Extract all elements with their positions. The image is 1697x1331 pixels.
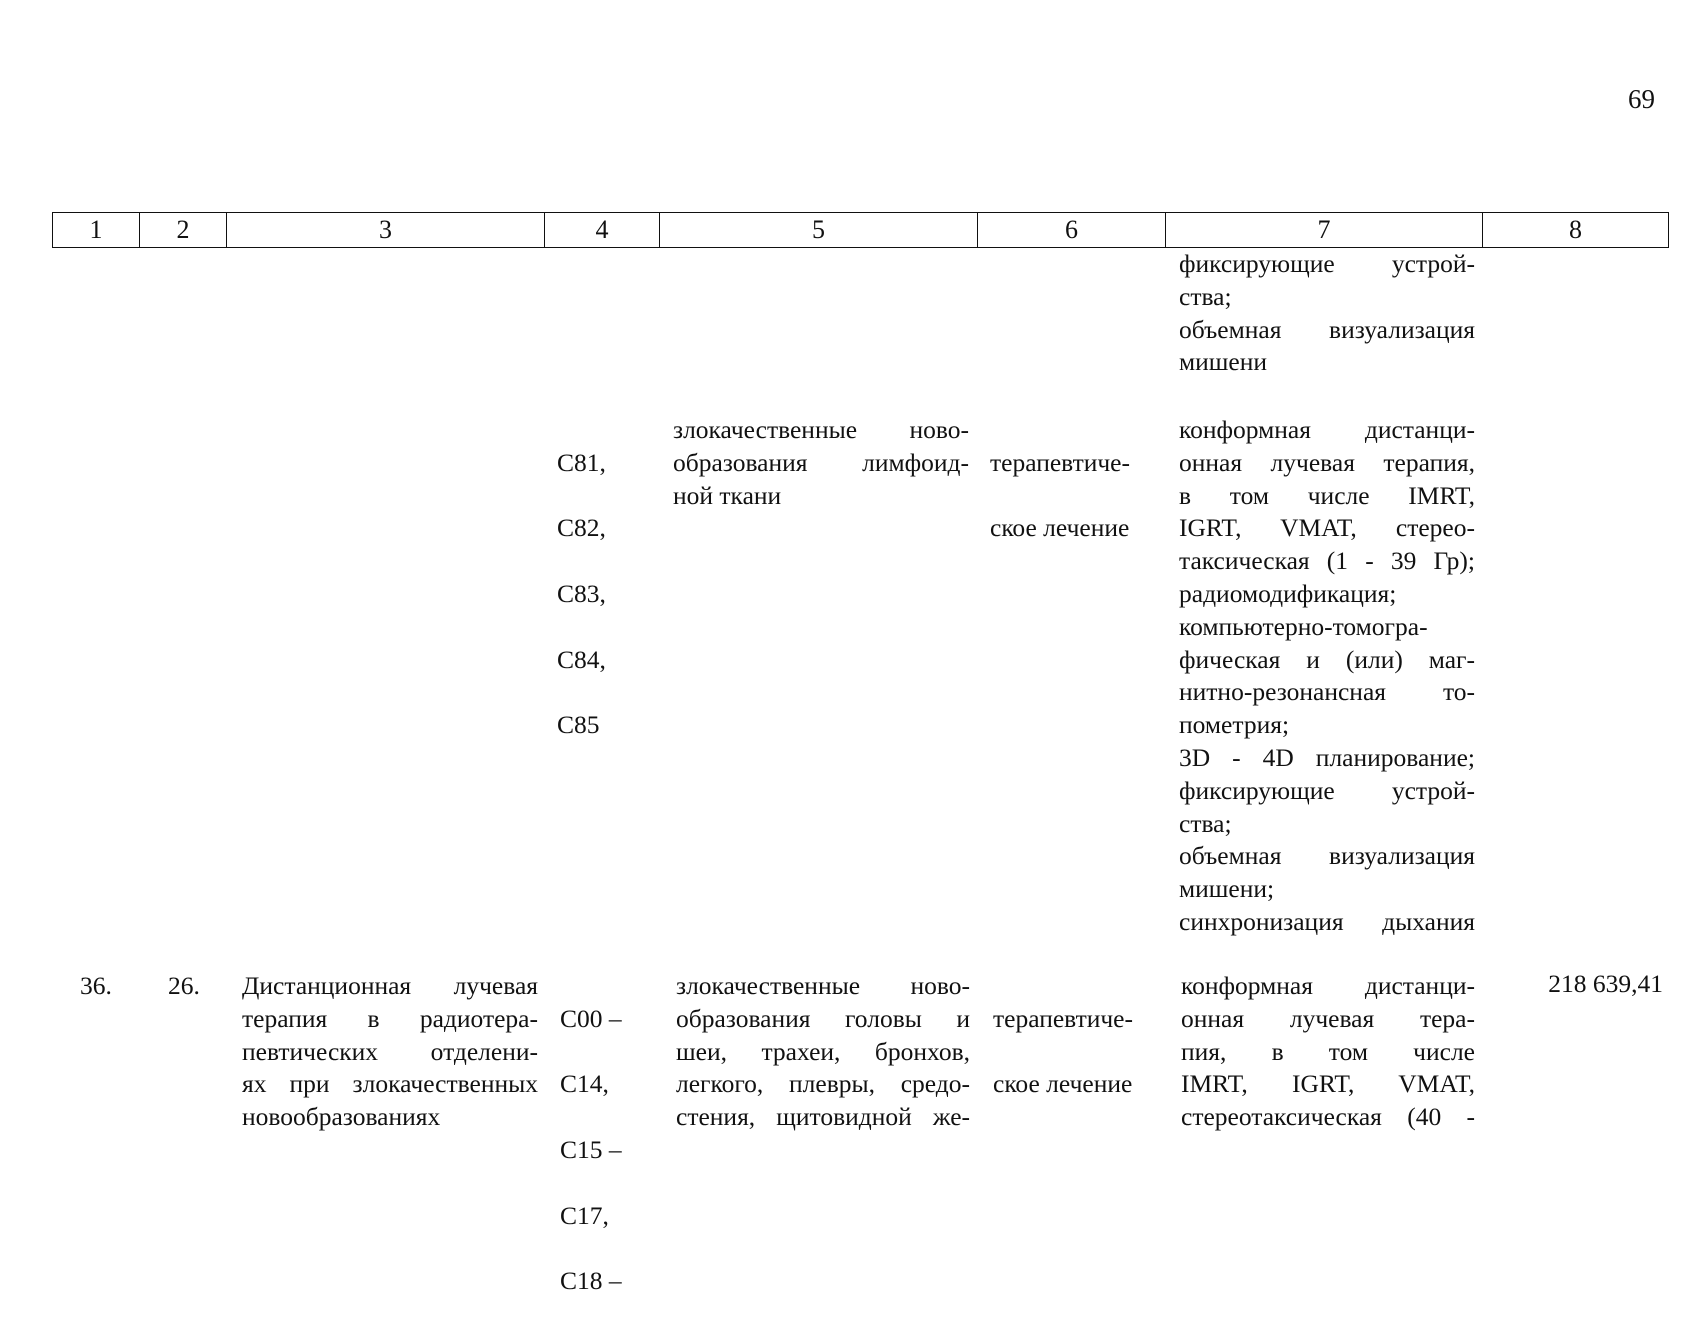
column-3-header: 3 — [227, 213, 545, 248]
column-2-header: 2 — [140, 213, 227, 248]
text-line: IMRT, IGRT, VMAT, — [1181, 1069, 1475, 1099]
text-line: ства; — [1179, 808, 1232, 838]
continued-method-text — [1179, 248, 1475, 379]
text-line: радиомодификация; — [1179, 578, 1397, 608]
text-line: конформная дистанци- — [1181, 971, 1475, 1000]
method-c81 — [1179, 414, 1475, 939]
price: 218 639,41 — [1548, 969, 1663, 998]
text-line: терапевтиче- — [993, 1003, 1133, 1033]
page-number: 69 — [1628, 84, 1655, 114]
text-line: шеи, трахеи, бронхов, — [676, 1036, 970, 1066]
icd-code: С85 — [557, 710, 600, 740]
icd-codes-c81 — [557, 414, 657, 775]
text-line: злокачественные ново- — [673, 415, 969, 444]
column-7-header: 7 — [1166, 213, 1483, 248]
diagnosis-c00 — [676, 970, 970, 1134]
column-8-header: 8 — [1483, 213, 1669, 248]
text-line: пия, в том числе — [1181, 1036, 1475, 1066]
column-number-header — [52, 212, 1669, 248]
treatment-type-c00 — [993, 970, 1168, 1134]
text-line: стения, щитовидной же- — [676, 1102, 970, 1132]
treatment-type-c81 — [990, 414, 1165, 578]
diagnosis-c81 — [673, 414, 969, 512]
text-line: конформная дистанци- — [1179, 415, 1475, 444]
text-line: образования лимфоид- — [673, 447, 969, 477]
text-line: фиксирующие устрой- — [1179, 249, 1475, 278]
text-line: онная лучевая тера- — [1181, 1003, 1475, 1033]
column-1-header: 1 — [53, 213, 140, 248]
text-line: ское лечение — [993, 1069, 1133, 1099]
text-line: нитно-резонансная то- — [1179, 677, 1475, 707]
icd-code: С17, — [560, 1200, 609, 1230]
group-number: 26. — [168, 971, 200, 1000]
text-line: таксическая (1 - 39 Гр); — [1179, 546, 1475, 576]
icd-code: С83, — [557, 578, 606, 608]
text-line: ях при злокачественных — [242, 1069, 538, 1099]
text-line: образования головы и — [676, 1003, 970, 1033]
text-line: ной ткани — [673, 480, 782, 510]
text-line: объемная визуализация — [1179, 841, 1475, 871]
row-number: 36. — [80, 971, 112, 1000]
icd-code: С82, — [557, 513, 606, 543]
text-line: компьютерно-томогра- — [1179, 611, 1428, 641]
text-line: терапевтиче- — [990, 447, 1130, 477]
text-line: мишени; — [1179, 874, 1275, 904]
column-5-header: 5 — [660, 213, 978, 248]
text-line: мишени — [1179, 347, 1268, 377]
text-line: ства; — [1179, 281, 1232, 311]
text-line: фиксирующие устрой- — [1179, 775, 1475, 805]
text-line: ское лечение — [990, 513, 1130, 543]
method-c00 — [1181, 970, 1475, 1134]
text-line: легкого, плевры, средо- — [676, 1069, 970, 1099]
icd-code: С15 – — [560, 1134, 622, 1164]
icd-code: С81, — [557, 447, 606, 477]
text-line: злокачественные ново- — [676, 971, 970, 1000]
text-line: фическая и (или) маг- — [1179, 644, 1475, 674]
text-line: певтических отделени- — [242, 1036, 538, 1066]
text-line: объемная визуализация — [1179, 314, 1475, 344]
text-line: синхронизация дыхания — [1179, 906, 1475, 936]
care-type-name — [242, 970, 538, 1134]
text-line: стереотаксическая (40 - — [1181, 1102, 1475, 1132]
text-line: онная лучевая терапия, — [1179, 447, 1475, 477]
text-line: в том числе IMRT, — [1179, 480, 1475, 510]
icd-code: С84, — [557, 644, 606, 674]
text-line: Дистанционная лучевая — [242, 971, 538, 1000]
icd-codes-c00 — [560, 970, 660, 1331]
column-4-header: 4 — [545, 213, 660, 248]
icd-code: С00 – — [560, 1003, 622, 1033]
text-line: новообразованиях — [242, 1102, 441, 1132]
text-line: IGRT, VMAT, стерео- — [1179, 513, 1475, 543]
text-line: терапия в радиотера- — [242, 1003, 538, 1033]
text-line: пометрия; — [1179, 710, 1290, 740]
icd-code: С14, — [560, 1069, 609, 1099]
column-6-header: 6 — [978, 213, 1166, 248]
text-line: 3D - 4D планирование; — [1179, 742, 1475, 772]
icd-code: С18 – — [560, 1266, 622, 1296]
